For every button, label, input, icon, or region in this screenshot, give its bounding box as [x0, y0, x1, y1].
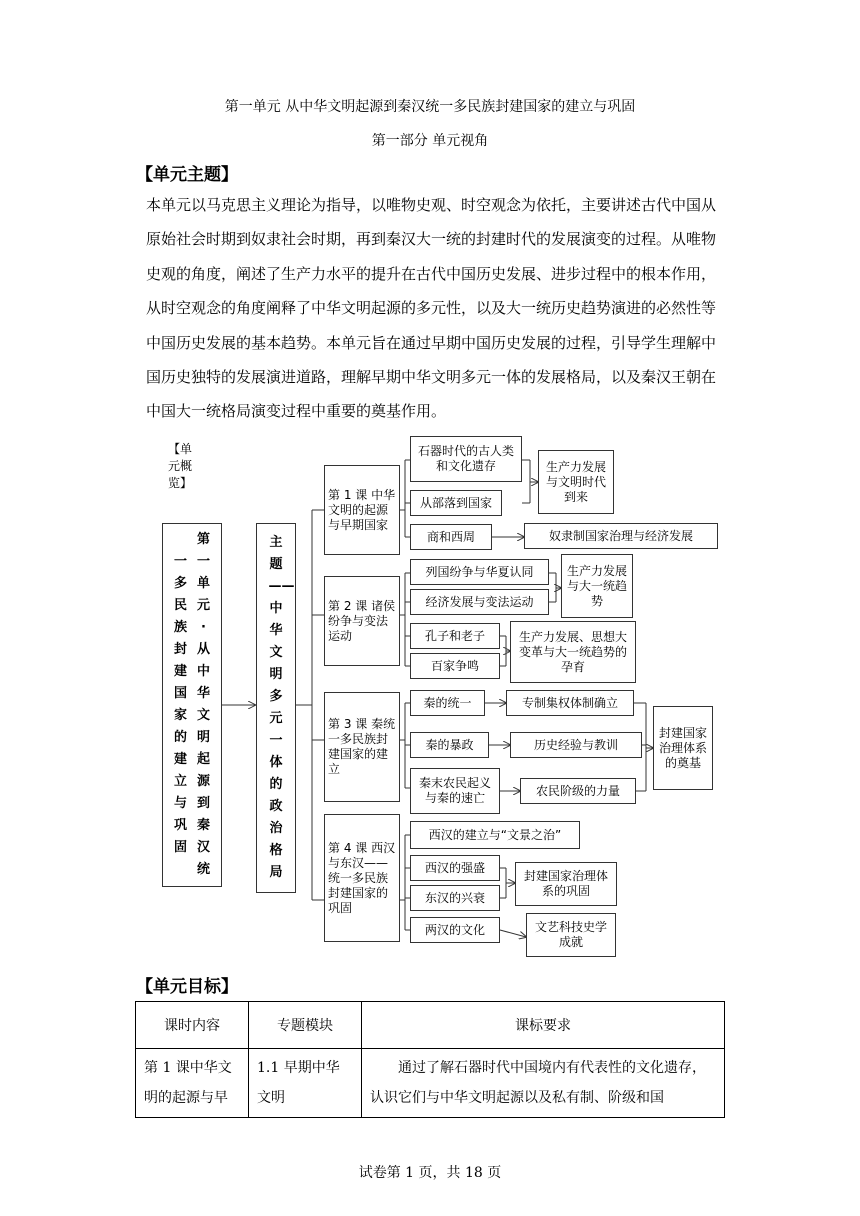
l4-result-box: 文艺科技史学成就: [526, 913, 616, 957]
unit-title-box: [162, 523, 222, 887]
l2-item: 百家争鸣: [410, 653, 500, 679]
theme-line: 史观的角度，阐述了生产力水平的提升在古代中国历史发展、进步过程中的根本作用，: [146, 264, 717, 283]
lesson-2-box: 第 2 课 诸侯纷争与变法运动: [324, 576, 400, 666]
lesson-4-box: 第 4 课 西汉与东汉——统一多民族封建国家的巩固: [324, 814, 400, 942]
l3-result-box: 历史经验与教训: [510, 732, 642, 758]
l4-item: 西汉的强盛: [410, 855, 500, 881]
l1-item: 石器时代的古人类和文化遗存: [410, 436, 522, 482]
l2-item: 孔子和老子: [410, 623, 500, 649]
page-footer: 试卷第 1 页，共 18 页: [358, 1165, 502, 1181]
l1-item: 商和西周: [410, 524, 492, 550]
theme-line: 国历史独特的发展演进道路，理解早期中华文明多元一体的发展格局，以及秦汉王朝在: [146, 368, 717, 387]
unit-title-col-2: 一多民族封建国家的建立与巩固: [173, 554, 187, 855]
document-title: 第一单元 从中华文明起源到秦汉统一多民族封建国家的建立与巩固: [224, 99, 636, 115]
l1-item: 从部落到国家: [410, 490, 502, 516]
theme-line: 本单元以马克思主义理论为指导，以唯物史观、时空观念为依托，主要讲述古代中国从: [146, 196, 717, 214]
table-header: 课标要求: [362, 1002, 725, 1049]
topic-text: 主题——中华文明多元一体的政治格局: [268, 535, 295, 880]
table-header: 专题模块: [249, 1002, 362, 1049]
l3-result-box: 专制集权体制确立: [506, 690, 634, 716]
table-cell: 通过了解石器时代中国境内有代表性的文化遗存，认识它们与中华文明起源以及私有制、阶级和国: [362, 1049, 725, 1118]
l2-item: 经济发展与变法运动: [410, 589, 549, 615]
lesson-3-box: 第 3 课 秦统一多民族封建国家的建立: [324, 692, 400, 802]
l4-result-box: 封建国家治理体系的巩固: [515, 862, 617, 906]
l3-result-box: 农民阶级的力量: [520, 778, 636, 804]
section-subtitle: 第一部分 单元视角: [371, 133, 489, 149]
l4-item: 东汉的兴衰: [410, 885, 500, 911]
l3-item: 秦末农民起义与秦的速亡: [410, 768, 500, 814]
overview-label: 【单元概览】: [168, 442, 193, 490]
unit-title-col-1: 第一单元·从中华文明起源到秦汉统: [196, 532, 210, 877]
topic-box: [256, 523, 296, 893]
l2-result-box: 生产力发展与大一统趋势: [561, 554, 633, 618]
theme-line: 中国大一统格局演变过程中重要的奠基作用。: [146, 402, 447, 421]
lesson-1-box: 第 1 课 中华文明的起源与早期国家: [324, 465, 400, 555]
table-header: 课时内容: [136, 1002, 249, 1049]
table-header-row: [136, 1002, 725, 1049]
goals-heading: 【单元目标】: [136, 977, 238, 997]
l3-summary-box: 封建国家治理体系的奠基: [653, 706, 713, 790]
l3-item: 秦的统一: [410, 690, 485, 716]
l4-item: 两汉的文化: [410, 917, 500, 943]
theme-line: 中国历史发展的基本趋势。本单元旨在通过早期中国历史发展的过程，引导学生理解中: [146, 333, 717, 352]
l1-result-box: 生产力发展与文明时代到来: [538, 450, 614, 514]
table-row: [136, 1049, 725, 1118]
l3-item: 秦的暴政: [410, 732, 489, 758]
table-cell: 1.1 早期中华文明: [249, 1049, 362, 1118]
l4-item: 西汉的建立与“文景之治”: [410, 821, 580, 849]
l2-result-box: 生产力发展、思想大变革与大一统趋势的孕育: [510, 621, 636, 683]
table-cell: 第 1 课中华文明的起源与早: [136, 1049, 249, 1118]
theme-heading: 【单元主题】: [136, 165, 238, 185]
theme-line: 原始社会时期到奴隶社会时期，再到秦汉大一统的封建时代的发展演变的过程。从唯物: [146, 230, 717, 249]
l1-result-box: 奴隶制国家治理与经济发展: [524, 523, 718, 549]
l2-item: 列国纷争与华夏认同: [410, 559, 549, 585]
theme-line: 从时空观念的角度阐释了中华文明起源的多元性，以及大一统历史趋势演进的必然性等: [146, 299, 717, 318]
theme-paragraph: [146, 188, 730, 429]
goals-table: [135, 1001, 725, 1118]
